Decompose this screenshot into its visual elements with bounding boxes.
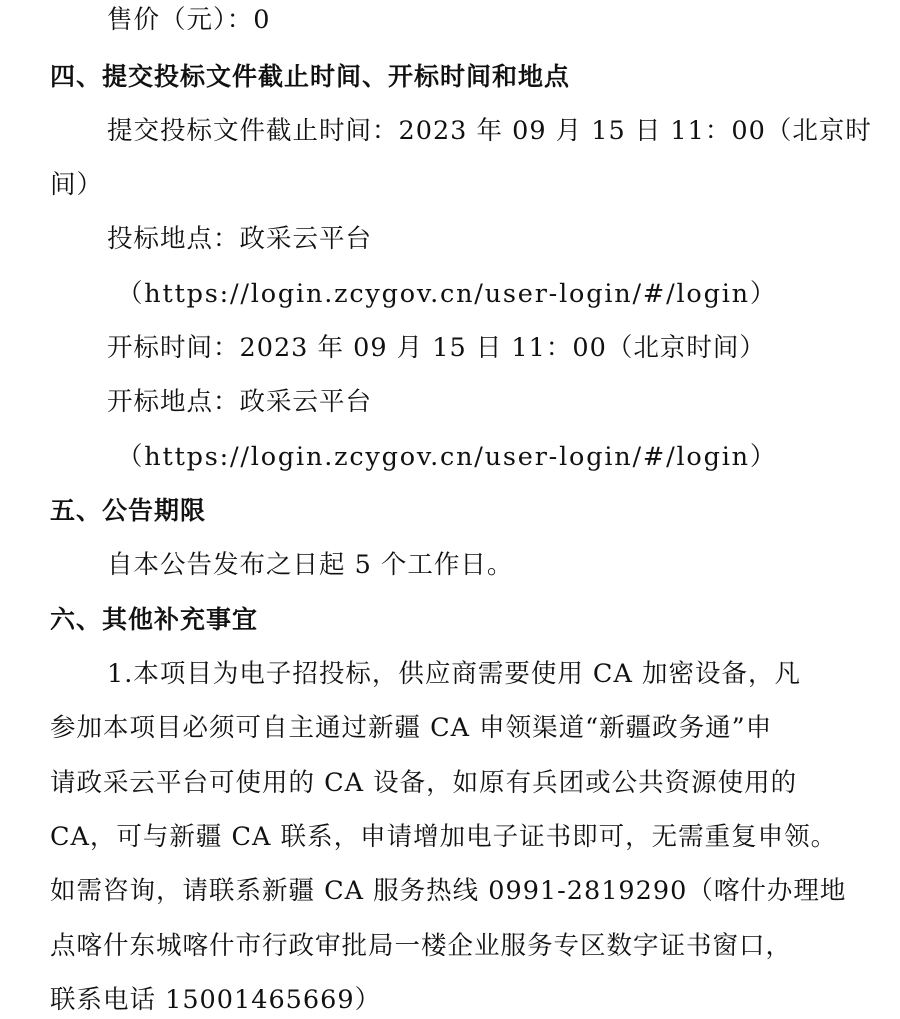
opening-time-line: 开标时间：2023 年 09 月 15 日 11：00（北京时间） [107,333,766,363]
section-heading-4: 四、提交投标文件截止时间、开标时间和地点 [50,62,571,91]
bid-deadline-line: 提交投标文件截止时间：2023 年 09 月 15 日 11：00（北京时 [107,116,872,146]
supplement-paragraph-line-4: CA，可与新疆 CA 联系，申请增加电子证书即可，无需重复申领。 [50,822,838,852]
bid-location-line: 投标地点：政采云平台 [107,224,373,254]
notice-period-line: 自本公告发布之日起 5 个工作日。 [107,550,514,580]
opening-location-url: （https://login.zcygov.cn/user-login/#/login） [117,442,778,472]
supplement-paragraph-line-2: 参加本项目必须可自主通过新疆 CA 申领渠道“新疆政务通”申 [50,713,773,743]
supplement-paragraph-line-1: 1.本项目为电子招投标，供应商需要使用 CA 加密设备，凡 [107,659,801,689]
price-line: 售价（元）：0 [107,5,271,35]
opening-location-line: 开标地点：政采云平台 [107,387,373,417]
bid-location-url: （https://login.zcygov.cn/user-login/#/login） [117,279,778,309]
section-heading-6: 六、其他补充事宜 [50,605,259,634]
supplement-paragraph-line-3: 请政采云平台可使用的 CA 设备，如原有兵团或公共资源使用的 [50,768,798,798]
bid-deadline-line-cont: 间） [50,170,104,200]
section-heading-5: 五、公告期限 [50,496,207,525]
supplement-paragraph-line-7: 联系电话 15001465669） [50,985,382,1015]
supplement-paragraph-line-5: 如需咨询，请联系新疆 CA 服务热线 0991-2819290（喀什办理地 [50,876,847,906]
supplement-paragraph-line-6: 点喀什东城喀什市行政审批局一楼企业服务专区数字证书窗口， [50,931,793,961]
